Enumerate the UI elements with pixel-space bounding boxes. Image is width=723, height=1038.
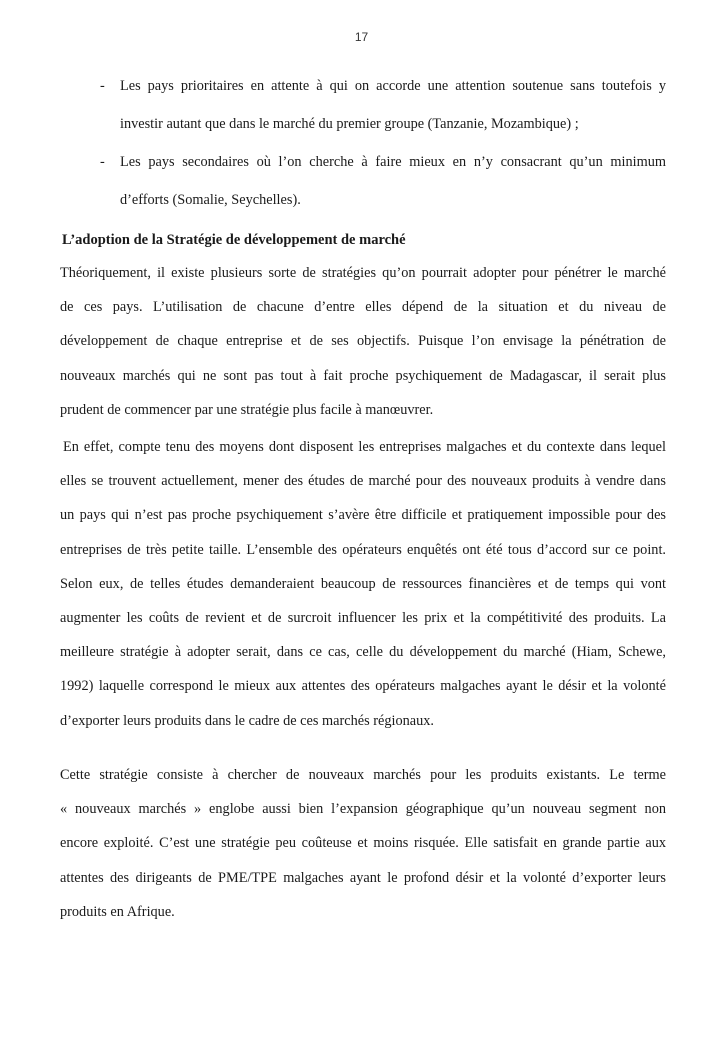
text-line: prudent de commencer par une stratégie plus facile à manœuvrer.	[60, 401, 434, 418]
text-line: Les pays secondaires où l’on cherche à faire mieux en n’y consacrant qu’un minimum	[120, 154, 666, 170]
text-line: En effet, compte tenu des moyens dont disposent les entreprises malgaches et du contexte dans lequel	[63, 439, 666, 455]
text-line: encore exploité. C’est une stratégie peu coûteuse et moins risquée. Elle satisfait en grande partie aux	[60, 835, 666, 852]
text-line: augmenter les coûts de revient et de surcroit influencer les prix et la compétitivité des produits. La	[60, 610, 666, 627]
bullet-dash: -	[100, 154, 105, 170]
text-line: Les pays prioritaires en attente à qui on accorde une attention soutenue sans toutefois y	[120, 78, 666, 94]
text-line: d’exporter leurs produits dans le cadre de ces marchés régionaux.	[60, 712, 434, 729]
section-heading: L’adoption de la Stratégie de développement de marché	[62, 232, 406, 248]
paragraph	[60, 758, 666, 929]
text-line: produits en Afrique.	[60, 903, 175, 920]
paragraph	[60, 256, 666, 427]
text-line: investir autant que dans le marché du premier groupe (Tanzanie, Mozambique) ;	[120, 116, 579, 132]
text-line: attentes des dirigeants de PME/TPE malgaches ayant le profond désir et la volonté d’exporter leurs	[60, 869, 666, 886]
text-line: « nouveaux marchés » englobe aussi bien l’expansion géographique qu’un nouveau segment non	[60, 801, 666, 818]
text-line: Cette stratégie consiste à chercher de nouveaux marchés pour les produits existants. Le terme	[60, 767, 666, 783]
text-line: de ces pays. L’utilisation de chacune d’entre elles dépend de la situation et du niveau de	[60, 299, 666, 316]
text-line: 1992) laquelle correspond le mieux aux attentes des opérateurs malgaches ayant le désir et la volonté	[60, 678, 666, 695]
text-line: Selon eux, de telles études demanderaient beaucoup de ressources financières et de temps qui vont	[60, 575, 666, 592]
text-line: entreprises de très petite taille. L’ensemble des opérateurs enquêtés ont été tous d’accord sur ce point.	[60, 541, 666, 558]
bullet-dash: -	[100, 78, 105, 94]
text-line: un pays qui n’est pas proche psychiquement s’avère être difficile et pratiquement impossible pour des	[60, 507, 666, 524]
text-line: nouveaux marchés qui ne sont pas tout à fait proche psychiquement de Madagascar, il serait plus	[60, 367, 666, 384]
text-line: développement de chaque entreprise et de ses objectifs. Puisque l’on envisage la pénétration de	[60, 333, 666, 350]
bullet-item	[100, 67, 666, 143]
text-line: elles se trouvent actuellement, mener des études de marché pour des nouveaux produits à vendre dans	[60, 473, 666, 490]
text-line: d’efforts (Somalie, Seychelles).	[120, 192, 301, 208]
bullet-text	[120, 67, 666, 143]
text-line: Théoriquement, il existe plusieurs sorte de stratégies qu’on pourrait adopter pour pénétrer le marché	[60, 265, 666, 281]
bullet-text	[120, 143, 666, 219]
page-number: 17	[354, 30, 369, 44]
text-line: meilleure stratégie à adopter serait, dans ce cas, celle du développement du marché (Hiam, Schewe,	[60, 644, 666, 661]
bullet-item	[100, 143, 666, 219]
paragraph	[60, 430, 666, 738]
